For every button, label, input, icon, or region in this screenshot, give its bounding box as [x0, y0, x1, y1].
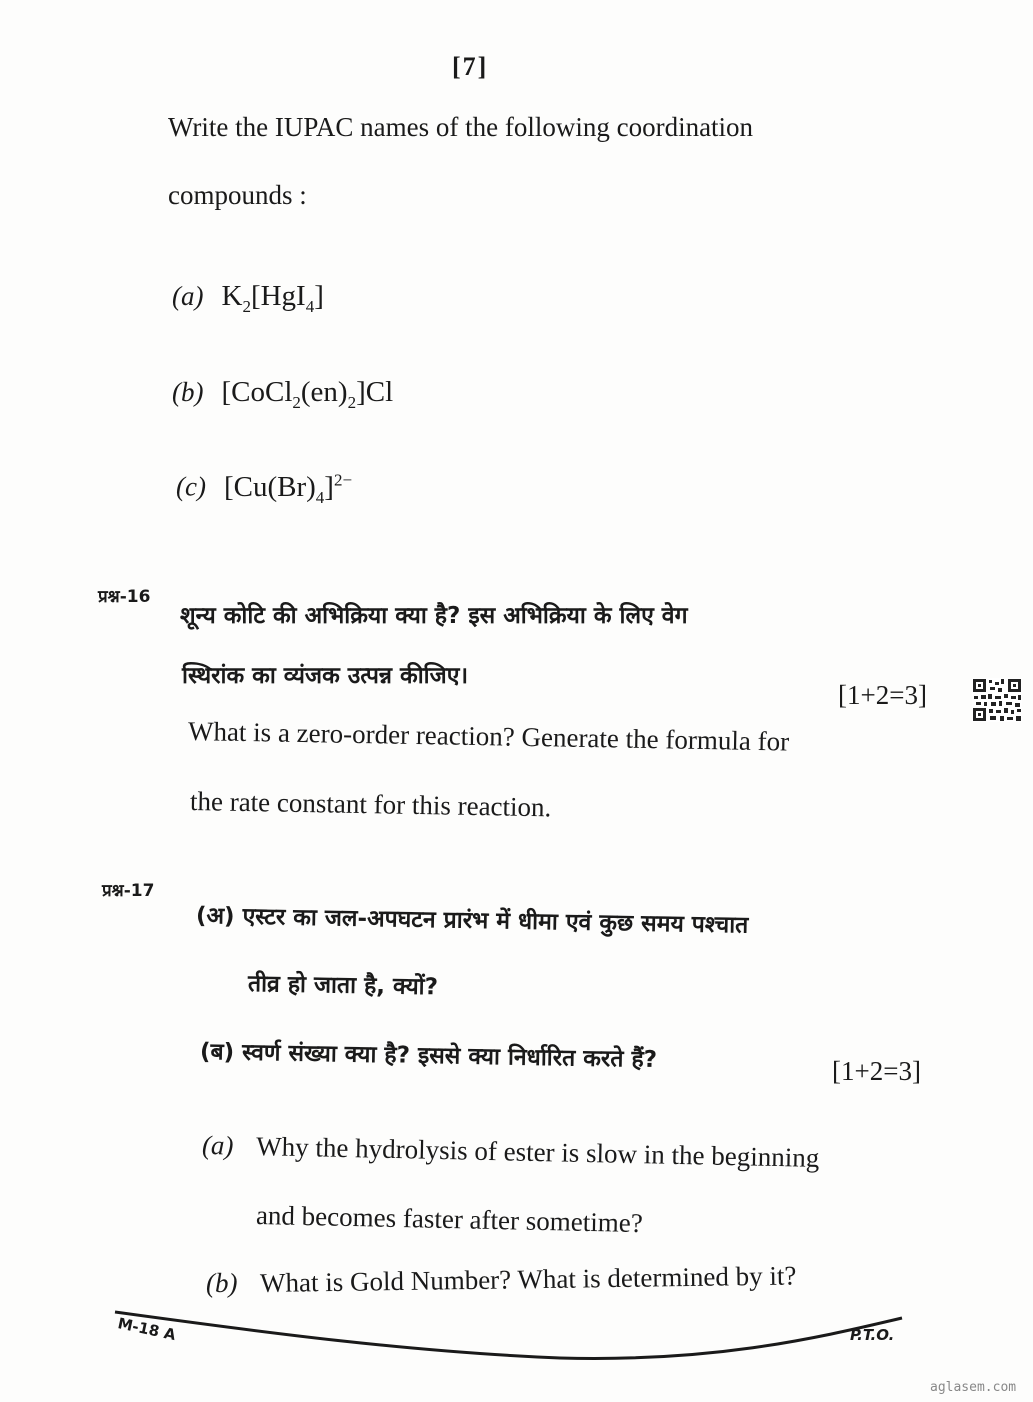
q17-part-a-hindi-line2: तीव्र हो जाता है, क्यों?: [247, 971, 439, 1001]
q17-marks: [1+2=3]: [832, 1056, 921, 1086]
footer-rule: [110, 1300, 910, 1370]
part-text: Why the hydrolysis of ester is slow in the beginning: [255, 1131, 820, 1173]
q16-english-line2: the rate constant for this reaction.: [189, 786, 552, 823]
part-label: (अ): [195, 903, 235, 930]
q15-intro-line1: Write the IUPAC names of the following coordination: [168, 112, 754, 142]
q16-english-line1: What is a zero-order reaction? Generate the formula for: [187, 716, 790, 757]
part-text: एस्टर का जल-अपघटन प्रारंभ में धीमा एवं कुछ समय पश्चात: [242, 903, 749, 939]
q17-part-a-english-line1: [202, 1130, 820, 1174]
option-label: (b): [172, 377, 204, 407]
option-label: (c): [176, 471, 206, 502]
q17-label: प्रश्न-17: [102, 881, 155, 901]
q15-option-a: [172, 280, 324, 317]
formula: $[CoCl_2(en)_2]Cl$: [221, 376, 394, 412]
q16-hindi-line2: स्थिरांक का व्यंजक उत्पन्न कीजिए।: [182, 663, 469, 689]
option-label: (a): [172, 281, 204, 311]
part-label: (a): [201, 1130, 234, 1161]
q17-part-a-english-line2: and becomes faster after sometime?: [255, 1200, 644, 1239]
q16-hindi-line1: शून्य कोटि की अभिक्रिया क्या है? इस अभिक्रिया के लिए वेग: [180, 603, 688, 629]
q17-part-a-hindi-line1: [196, 898, 749, 940]
q17-part-b-english: [206, 1260, 797, 1299]
footer-paper-code: M-18 A: [116, 1314, 178, 1345]
part-label: (ब): [199, 1039, 235, 1066]
q16-label: प्रश्न-16: [98, 587, 151, 607]
q16-marks: [1+2=3]: [838, 680, 927, 710]
footer-pto: P.T.O.: [850, 1326, 895, 1344]
q15-option-c: [176, 470, 352, 507]
q15-option-b: [172, 376, 393, 413]
formula: $[Cu(Br)_4]^{2-}$: [223, 470, 353, 507]
part-text: What is Gold Number? What is determined by it?: [260, 1260, 797, 1298]
part-text: स्वर्ण संख्या क्या है? इससे क्या निर्धारित करते हैं?: [241, 1039, 658, 1073]
page-number: [7]: [452, 52, 489, 81]
formula: $K_2[HgI_4]$: [221, 280, 324, 316]
q15-intro-line2: compounds :: [168, 180, 307, 210]
part-label: (b): [206, 1268, 238, 1298]
qr-code-icon: [972, 678, 1022, 722]
watermark: aglasem.com: [930, 1380, 1017, 1395]
q17-part-b-hindi: [200, 1034, 658, 1074]
